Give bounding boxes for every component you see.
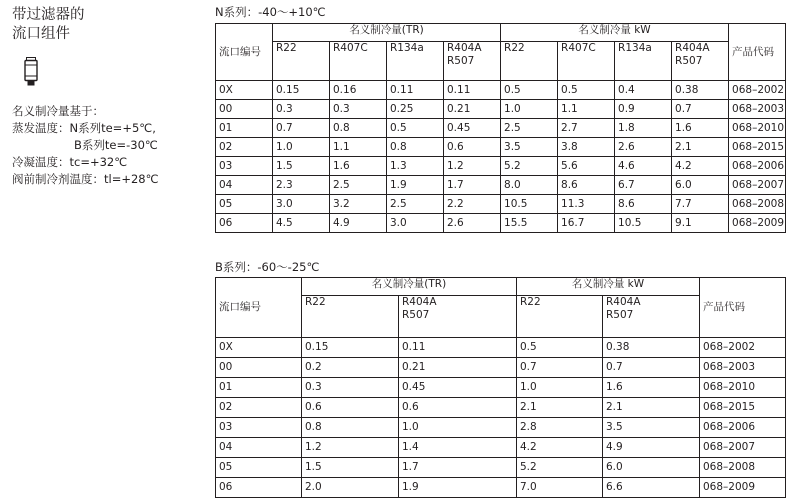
n-code-cell: 068–2008 — [729, 195, 786, 214]
n-value-cell: 0.16 — [330, 81, 387, 100]
b-value-cell: 2.0 — [302, 478, 399, 498]
liquid-line: 阀前制冷剂温度：tl=+28℃ — [12, 172, 159, 186]
b-code-cell: 068–2006 — [700, 418, 786, 438]
n-value-cell: 4.2 — [672, 157, 729, 176]
b-value-cell: 6.6 — [603, 478, 700, 498]
connector-icon — [24, 57, 38, 87]
n-tr-refrigerant-header — [273, 42, 330, 81]
b-value-cell: 7.0 — [517, 478, 603, 498]
n-value-cell: 5.2 — [501, 157, 558, 176]
n-outlet-cell: 00 — [216, 100, 273, 119]
n-refrigerant-label: R134a — [390, 42, 424, 54]
n-series-title: N系列：-40～+10℃ — [215, 5, 326, 19]
n-value-cell: 7.7 — [672, 195, 729, 214]
n-value-cell: 0.21 — [444, 100, 501, 119]
b-table-row — [216, 358, 786, 378]
n-value-cell: 1.1 — [558, 100, 615, 119]
b-kw-refrigerant-header — [517, 296, 603, 338]
n-value-cell: 0.3 — [273, 100, 330, 119]
n-value-cell: 2.5 — [387, 195, 444, 214]
n-value-cell: 0.6 — [444, 138, 501, 157]
n-value-cell: 2.6 — [615, 138, 672, 157]
b-group-tr: 名义制冷量(TR) — [302, 278, 517, 296]
n-value-cell: 15.5 — [501, 214, 558, 233]
b-refrigerant-label: R404A — [402, 296, 437, 308]
n-table-row — [216, 100, 786, 119]
cond-line: 冷凝温度：tc=+32℃ — [12, 155, 128, 169]
n-value-cell: 0.7 — [672, 100, 729, 119]
n-value-cell: 0.9 — [615, 100, 672, 119]
b-table-row — [216, 458, 786, 478]
n-outlet-cell: 06 — [216, 214, 273, 233]
evap-label: 蒸发温度： — [12, 121, 70, 135]
b-value-cell: 1.2 — [302, 438, 399, 458]
b-outlet-cell: 05 — [216, 458, 302, 478]
n-value-cell: 0.3 — [330, 100, 387, 119]
b-tr-refrigerant-header — [399, 296, 517, 338]
b-value-cell: 2.1 — [517, 398, 603, 418]
b-value-cell: 2.8 — [517, 418, 603, 438]
b-code-cell: 068–2007 — [700, 438, 786, 458]
n-group-kw: 名义制冷量 kW — [501, 24, 729, 42]
b-refrigerant-label: R22 — [305, 296, 326, 308]
b-outlet-cell: 03 — [216, 418, 302, 438]
n-code-cell: 068–2009 — [729, 214, 786, 233]
n-refrigerant-label: R507 — [675, 55, 703, 67]
n-value-cell: 0.25 — [387, 100, 444, 119]
n-value-cell: 4.9 — [330, 214, 387, 233]
b-outlet-cell: 02 — [216, 398, 302, 418]
b-value-cell: 4.2 — [517, 438, 603, 458]
n-table-row — [216, 81, 786, 100]
b-value-cell: 2.1 — [603, 398, 700, 418]
n-series-table — [215, 23, 786, 233]
n-code-cell: 068–2007 — [729, 176, 786, 195]
b-value-cell: 1.0 — [399, 418, 517, 438]
evap-n: N系列te=+5℃, — [69, 121, 156, 135]
n-value-cell: 1.9 — [387, 176, 444, 195]
heading-line-2: 流口组件 — [12, 26, 70, 42]
n-value-cell: 11.3 — [558, 195, 615, 214]
b-value-cell: 0.21 — [399, 358, 517, 378]
n-code-cell: 068–2002 — [729, 81, 786, 100]
n-value-cell: 1.6 — [672, 119, 729, 138]
b-kw-refrigerant-header — [603, 296, 700, 338]
b-value-cell: 0.6 — [399, 398, 517, 418]
n-outlet-cell: 02 — [216, 138, 273, 157]
evap-line — [12, 120, 212, 137]
n-table-row — [216, 157, 786, 176]
n-value-cell: 1.1 — [330, 138, 387, 157]
n-kw-refrigerant-header — [672, 42, 729, 81]
left-panel — [12, 6, 212, 188]
b-value-cell: 0.15 — [302, 338, 399, 358]
n-value-cell: 2.3 — [273, 176, 330, 195]
b-value-cell: 1.6 — [603, 378, 700, 398]
n-value-cell: 0.45 — [444, 119, 501, 138]
n-value-cell: 2.1 — [672, 138, 729, 157]
n-table-row — [216, 214, 786, 233]
n-value-cell: 10.5 — [615, 214, 672, 233]
b-refrigerant-label: R507 — [402, 309, 430, 321]
b-table-row — [216, 438, 786, 458]
n-kw-refrigerant-header — [501, 42, 558, 81]
n-value-cell: 3.5 — [501, 138, 558, 157]
b-table-row — [216, 338, 786, 358]
n-table-row — [216, 138, 786, 157]
n-value-cell: 6.0 — [672, 176, 729, 195]
n-refrigerant-label: R404A — [675, 42, 710, 54]
b-value-cell: 1.4 — [399, 438, 517, 458]
b-table-row — [216, 478, 786, 498]
n-value-cell: 0.38 — [672, 81, 729, 100]
b-table-row — [216, 418, 786, 438]
n-value-cell: 8.6 — [558, 176, 615, 195]
b-outlet-cell: 01 — [216, 378, 302, 398]
b-value-cell: 0.3 — [302, 378, 399, 398]
n-value-cell: 16.7 — [558, 214, 615, 233]
n-outlet-cell: 03 — [216, 157, 273, 176]
n-value-cell: 1.0 — [273, 138, 330, 157]
n-value-cell: 2.5 — [330, 176, 387, 195]
n-outlet-cell: 05 — [216, 195, 273, 214]
n-value-cell: 3.0 — [387, 214, 444, 233]
b-value-cell: 1.0 — [517, 378, 603, 398]
b-outlet-cell: 00 — [216, 358, 302, 378]
n-kw-refrigerant-header — [558, 42, 615, 81]
n-value-cell: 3.2 — [330, 195, 387, 214]
b-value-cell: 0.5 — [517, 338, 603, 358]
n-value-cell: 8.0 — [501, 176, 558, 195]
evap-b: B系列te=-30℃ — [74, 138, 158, 152]
b-value-cell: 5.2 — [517, 458, 603, 478]
n-value-cell: 1.7 — [444, 176, 501, 195]
n-header-row-1 — [216, 24, 786, 42]
b-table-row — [216, 398, 786, 418]
n-refrigerant-label: R404A — [447, 42, 482, 54]
b-value-cell: 0.7 — [517, 358, 603, 378]
b-value-cell: 1.9 — [399, 478, 517, 498]
b-col-code: 产品代码 — [700, 278, 786, 338]
n-outlet-cell: 0X — [216, 81, 273, 100]
n-refrigerant-label: R507 — [447, 55, 475, 67]
n-value-cell: 4.6 — [615, 157, 672, 176]
n-value-cell: 0.5 — [387, 119, 444, 138]
n-tr-refrigerant-header — [330, 42, 387, 81]
product-heading — [12, 6, 212, 44]
n-header-row-2 — [216, 42, 786, 81]
n-value-cell: 0.4 — [615, 81, 672, 100]
b-value-cell: 1.5 — [302, 458, 399, 478]
n-refrigerant-label: R407C — [561, 42, 596, 54]
b-outlet-cell: 06 — [216, 478, 302, 498]
b-value-cell: 1.7 — [399, 458, 517, 478]
n-value-cell: 0.5 — [501, 81, 558, 100]
n-value-cell: 1.2 — [444, 157, 501, 176]
b-value-cell: 3.5 — [603, 418, 700, 438]
n-value-cell: 5.6 — [558, 157, 615, 176]
n-tr-refrigerant-header — [444, 42, 501, 81]
n-value-cell: 2.5 — [501, 119, 558, 138]
n-outlet-cell: 01 — [216, 119, 273, 138]
n-value-cell: 0.11 — [444, 81, 501, 100]
n-code-cell: 068–2015 — [729, 138, 786, 157]
b-value-cell: 0.6 — [302, 398, 399, 418]
n-refrigerant-label: R22 — [504, 42, 525, 54]
b-refrigerant-label: R507 — [606, 309, 634, 321]
n-value-cell: 2.2 — [444, 195, 501, 214]
n-table-row — [216, 195, 786, 214]
b-value-cell: 6.0 — [603, 458, 700, 478]
n-code-cell: 068–2010 — [729, 119, 786, 138]
n-refrigerant-label: R22 — [276, 42, 297, 54]
b-outlet-cell: 04 — [216, 438, 302, 458]
b-code-cell: 068–2015 — [700, 398, 786, 418]
n-code-cell: 068–2006 — [729, 157, 786, 176]
b-series-title: B系列：-60～-25℃ — [215, 260, 320, 274]
b-value-cell: 0.8 — [302, 418, 399, 438]
b-value-cell: 0.7 — [603, 358, 700, 378]
n-value-cell: 2.7 — [558, 119, 615, 138]
b-value-cell: 0.38 — [603, 338, 700, 358]
b-code-cell: 068–2010 — [700, 378, 786, 398]
n-code-cell: 068–2003 — [729, 100, 786, 119]
n-value-cell: 6.7 — [615, 176, 672, 195]
rating-basis — [12, 103, 212, 188]
b-code-cell: 068–2002 — [700, 338, 786, 358]
n-value-cell: 0.8 — [330, 119, 387, 138]
n-value-cell: 0.5 — [558, 81, 615, 100]
b-code-cell: 068–2009 — [700, 478, 786, 498]
b-outlet-cell: 0X — [216, 338, 302, 358]
b-value-cell: 0.2 — [302, 358, 399, 378]
n-value-cell: 0.7 — [273, 119, 330, 138]
b-value-cell: 4.9 — [603, 438, 700, 458]
n-value-cell: 4.5 — [273, 214, 330, 233]
heading-line-1: 带过滤器的 — [12, 7, 85, 23]
n-value-cell: 1.6 — [330, 157, 387, 176]
n-value-cell: 3.0 — [273, 195, 330, 214]
n-table-row — [216, 176, 786, 195]
b-series-table — [215, 277, 786, 498]
n-refrigerant-label: R134a — [618, 42, 652, 54]
n-table-row — [216, 119, 786, 138]
n-value-cell: 1.5 — [273, 157, 330, 176]
n-outlet-cell: 04 — [216, 176, 273, 195]
b-tr-refrigerant-header — [302, 296, 399, 338]
n-value-cell: 0.15 — [273, 81, 330, 100]
n-value-cell: 1.3 — [387, 157, 444, 176]
b-col-outlet: 流口编号 — [216, 278, 302, 338]
b-value-cell: 0.11 — [399, 338, 517, 358]
n-kw-refrigerant-header — [615, 42, 672, 81]
b-code-cell: 068–2008 — [700, 458, 786, 478]
n-value-cell: 3.8 — [558, 138, 615, 157]
n-value-cell: 10.5 — [501, 195, 558, 214]
n-value-cell: 1.0 — [501, 100, 558, 119]
n-tr-refrigerant-header — [387, 42, 444, 81]
b-value-cell: 0.45 — [399, 378, 517, 398]
b-header-row-1 — [216, 278, 786, 296]
n-value-cell: 0.8 — [387, 138, 444, 157]
n-col-code: 产品代码 — [729, 24, 786, 81]
basis-heading: 名义制冷量基于： — [12, 104, 104, 118]
n-col-outlet: 流口编号 — [216, 24, 273, 81]
b-refrigerant-label: R404A — [606, 296, 641, 308]
b-refrigerant-label: R22 — [520, 296, 541, 308]
n-value-cell: 9.1 — [672, 214, 729, 233]
n-refrigerant-label: R407C — [333, 42, 368, 54]
b-code-cell: 068–2003 — [700, 358, 786, 378]
n-value-cell: 8.6 — [615, 195, 672, 214]
b-table-row — [216, 378, 786, 398]
b-group-kw: 名义制冷量 kW — [517, 278, 700, 296]
n-group-tr: 名义制冷量(TR) — [273, 24, 501, 42]
n-value-cell: 2.6 — [444, 214, 501, 233]
n-value-cell: 0.11 — [387, 81, 444, 100]
n-value-cell: 1.8 — [615, 119, 672, 138]
